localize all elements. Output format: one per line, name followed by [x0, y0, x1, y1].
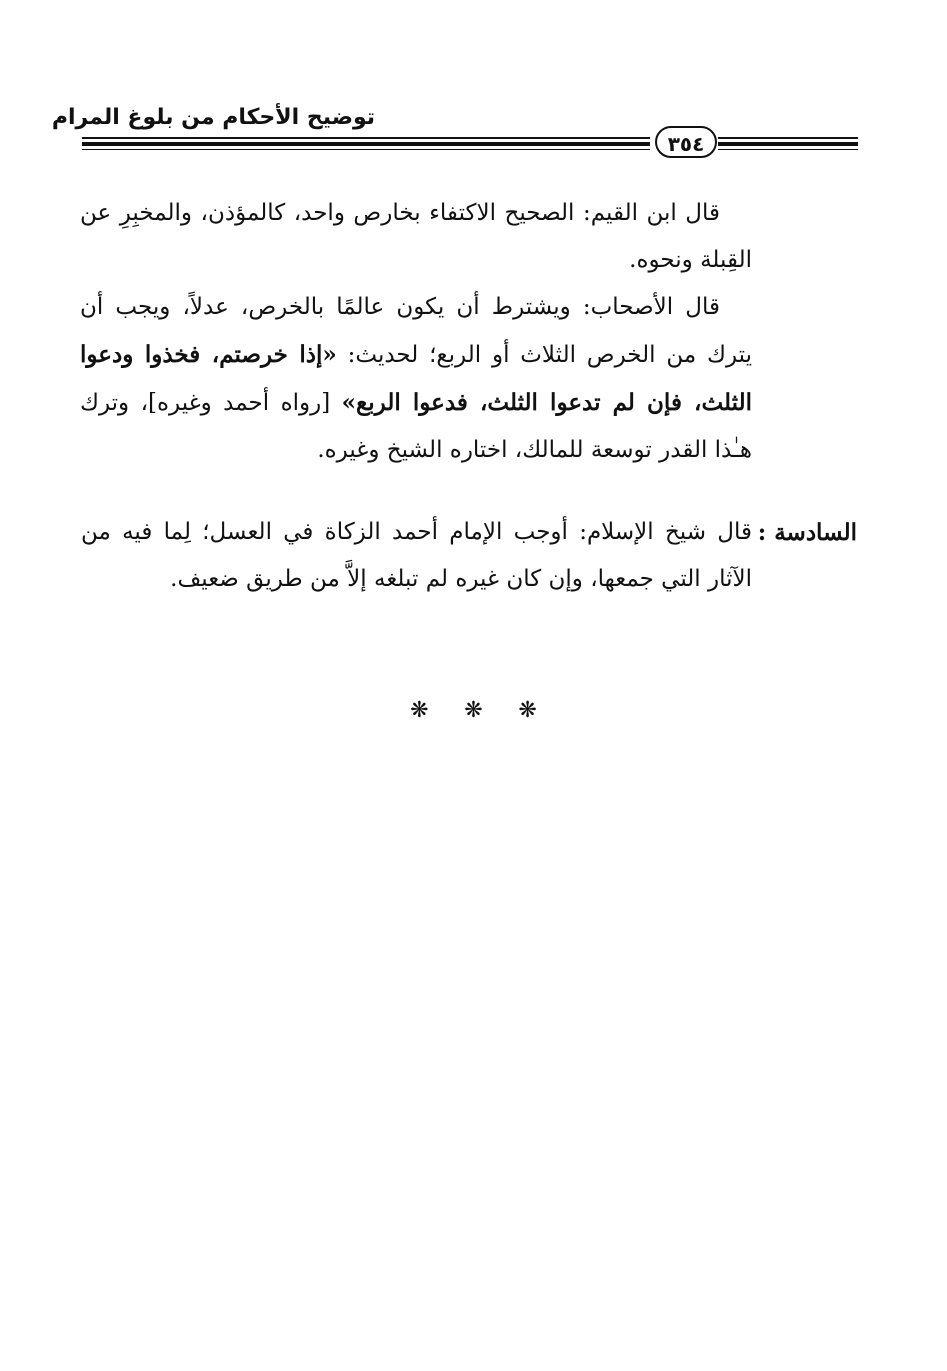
header-rule-line [718, 137, 858, 139]
header-rule-line [718, 149, 858, 150]
header-rule-line [82, 149, 650, 150]
header-rule-line [718, 142, 858, 146]
paragraph-ashab [80, 284, 752, 474]
body-text [80, 190, 752, 474]
paragraph-ibn-alqayyim: قال ابن القيم: الصحيح الاكتفاء بخارص واحد، كالمؤذن، والمخبِرِ عن القِبلة ونحوه. [80, 200, 752, 273]
section-separator [0, 698, 947, 723]
paragraph-ashab-outro: [رواه أحمد وغيره]، وترك هـٰذا القدر توسعة للمالك، اختاره الشيخ وغيره. [80, 390, 752, 463]
asterism-icon: ❋ [410, 698, 429, 723]
asterism-icon: ❋ [464, 698, 483, 723]
paragraph-ashab-intro: قال الأصحاب: ويشترط أن يكون عالمًا بالخرص، عدلاً، ويجب أن يترك من الخرص الثلاث أو الربع؛ لحديث: [80, 294, 752, 368]
running-header-title: توضيح الأحكام من بلوغ المرام [51, 105, 375, 130]
header-rule-line [82, 142, 650, 146]
header-rule-line [82, 137, 650, 139]
section-text: قال شيخ الإسلام: أوجب الإمام أحمد الزكاة في العسل؛ لِما فيه من الآثار التي جمعها، وإن كان غيره لم تبلغه إلاَّ من طريق ضعيف. [81, 519, 752, 592]
asterism-icon: ❋ [518, 698, 537, 723]
section-label: السادسة : [757, 519, 857, 546]
section-sixth [81, 509, 857, 603]
header-rule-right [718, 137, 858, 151]
page-number: ٣٥٤ [655, 126, 717, 158]
hadith-quote: «إذا خرصتم، فخذوا ودعوا الثلث، فإن لم تدعوا الثلث، فدعوا الربع» [80, 341, 753, 416]
header-rule-left [82, 137, 650, 151]
